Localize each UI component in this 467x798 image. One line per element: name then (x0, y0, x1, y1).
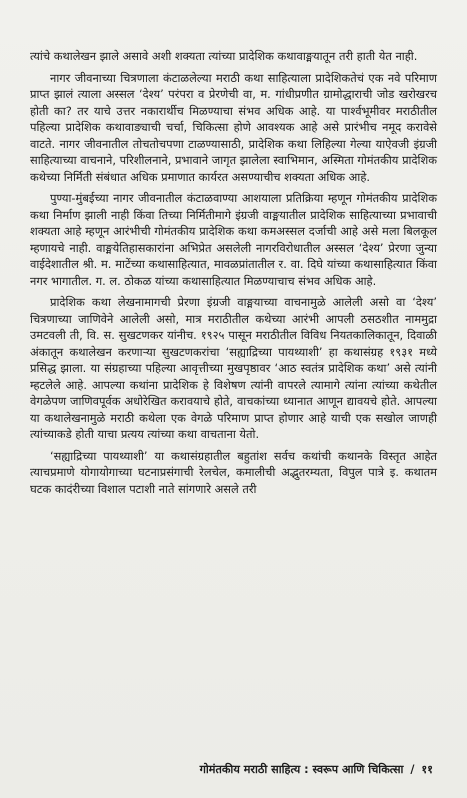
running-footer (30, 762, 433, 778)
body-text (30, 48, 437, 497)
paragraph: ‘सह्याद्रिच्या पायथ्याशी’ या कथासंग्रहातील बहुतांश सर्वच कथांची कथानके विस्तृत आहेत त्याचप्रमाणे योगायोगाच्या घटनाप्रसंगाची रेलचेल, कमालीची अद्भुतरम्यता, विपुल पात्रे इ. कथातम घटक कादंरीच्या विशाल पटाशी नाते सांगणारे असले तरी (30, 448, 437, 496)
footer-separator: / (410, 763, 415, 776)
paragraph: पुण्या-मुंबईच्या नागर जीवनातील कंटाळवाण्या आशयाला प्रतिक्रिया म्हणून गोमंतकीय प्रादेशिक कथा निर्माण झाली नाही किंवा तिच्या निर्मितीमागे इंग्रजी वाङ्मयातील प्रादेशिक साहित्याच्या प्रभावाची शक्यता आहे म्हणून आरंभीची गोमंतकीय प्रादेशिक कथा कमअस्सल दर्जाची आहे असे मला बिलकूल म्हणायचे नाही. वाङ्मयेतिहासकारांना अभिप्रेत असलेली नागरविरोधातील अस्सल ‘देश्य’ प्रेरणा जुन्या वाईदेशातील श्री. म. माटेंच्या कथासाहित्यात, मावळप्रांतातील र. वा. दिघे यांच्या कथासाहित्यात किंवा नगर भागातील. ग. ल. ठोकळ यांच्या कथासाहित्यात मिळण्याचाच संभव अधिक आहे. (30, 191, 437, 288)
page-number: ११ (421, 763, 433, 776)
footer-book-title: गोमंतकीय मराठी साहित्य : स्वरूप आणि चिकित्सा (199, 763, 404, 776)
paragraph-continuation: त्यांचे कथालेखन झाले असावे अशी शक्यता त्यांच्या प्रादेशिक कथावाङ्मयातून तरी हाती येत नाही. (30, 49, 418, 63)
paragraph: नागर जीवनाच्या चित्रणाला कंटाळलेल्या मराठी कथा साहित्याला प्रादेशिकतेचं एक नवे परिमाण प्राप्त झालं त्याला अस्सल ‘देश्य’ परंपरा व प्रेरणेची वा, म. गांधीप्रणीत ग्रामोद्धाराची जोड खरोखरच होती का? तर याचे उत्तर नकारार्थीच मिळण्याचा संभव अधिक आहे. या पार्श्वभूमीवर मराठीतील पहिल्या प्रादेशिक कथावाङ्याची चर्चा, चिकित्सा होणे आवश्यक आहे असे प्रारंभीच नमूद करावेसे वाटते. नागर जीवनातील तोचतोचपणा टाळण्यासाठी, प्रादेशिक कथा लिहिल्या गेल्या याऐवजी इंग्रजी साहित्याच्या वाचनाने, परिशीलनाने, प्रभावाने जागृत झालेला स्वाभिमान, अस्मिता गोमंतकीय प्रादेशिक कथेच्या निर्मिती संबंधात अधिक प्रमाणात कार्यरत असण्याचीच शक्यता अधिक आहे. (30, 70, 437, 184)
paragraph: प्रादेशिक कथा लेखनामागची प्रेरणा इंग्रजी वाङ्मयाच्या वाचनामुळे आलेली असो वा ‘देश्य’ चित्रणाच्या जाणिवेने आलेली असो, मात्र मराठीतील कथेच्या आरंभी आपली ठसठशीत नाममुद्रा उमटवली ती, वि. स. सुखटणकर यांनीच. १९२५ पासून मराठीतील विविध नियतकालिकातून, दिवाळी अंकातून कथालेखन करणाऱ्या सुखटणकरांचा ‘सह्याद्रिच्या पायथ्याशी’ हा कथासंग्रह १९३१ मध्ये प्रसिद्ध झाला. या संग्रहाच्या पहिल्या आवृत्तीच्या मुखपृष्ठावर ‘आठ स्वतंत्र प्रादेशिक कथा’ असे त्यांनी म्हटलेले आहे. आपल्या कथांना प्रादेशिक हे विशेषण त्यांनी वापरले त्यामागे त्यांना त्यांच्या कथेतील वेगळेपण जाणिवपूर्वक अधोरेखित करावयाचे होते, वाचकांच्या ध्यानात आणून द्यावयचे होते. आपल्या या कथालेखनामुळे मराठी कथेला एक वेगळे परिमाण प्राप्त होणार आहे याची एक सखोल जाणही त्यांच्याकडे होती याचा प्रत्यय त्यांच्या कथा वाचताना येतो. (30, 295, 437, 441)
